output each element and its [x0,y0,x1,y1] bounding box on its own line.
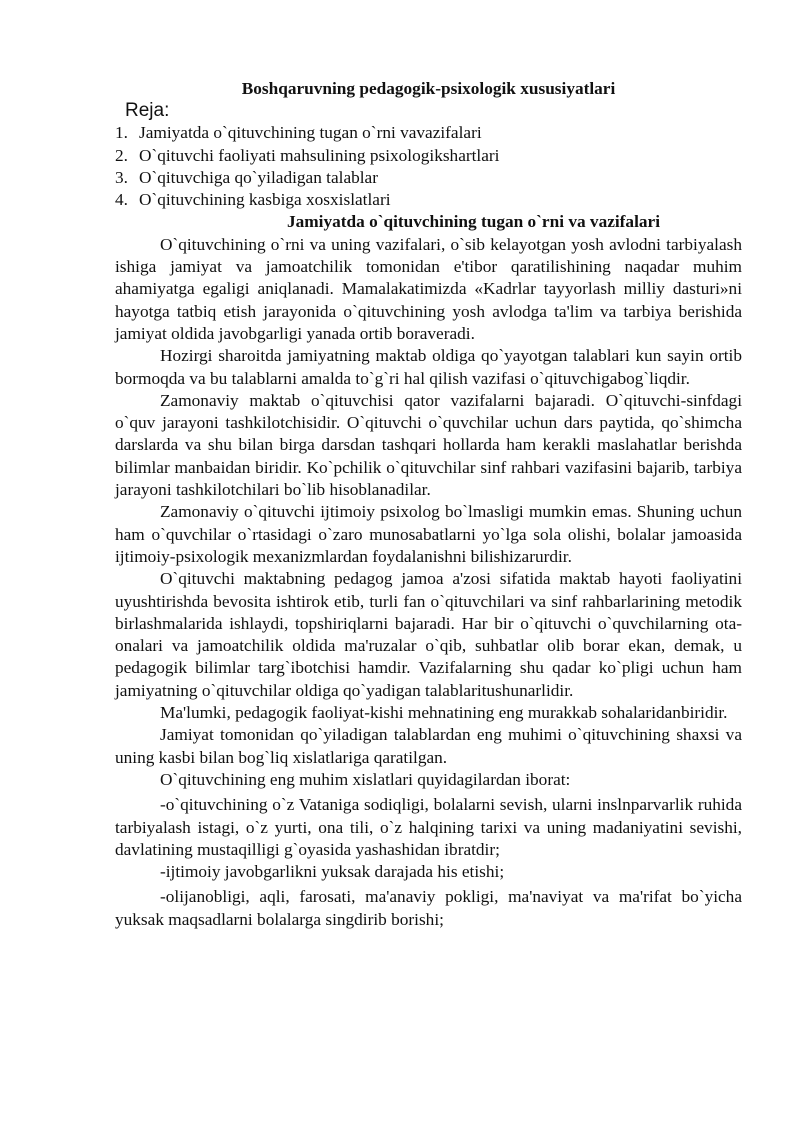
plan-item-number: 1. [115,123,128,143]
body-paragraph: Zamonaviy maktab o`qituvchisi qator vazifalarni bajaradi. O`qituvchi-sinfdagi o`quv jarayoni tashkilotchisidir. O`qituvchi o`quvchilar uchun dars paytida, qo`shimcha darslarda va shu bilan birga darsdan tashqari hollarda ham kerakli maslahatlar berishda bilimlar manbaidan biridir. Ko`pchilik o`qituvchilar sinf rahbari vazifasini bajarib, tarbiya jarayoni tashkilotchilari bo`lib hisoblanadilar. [115,390,742,500]
body-paragraph: -ijtimoiy javobgarlikni yuksak darajada his etishi; [160,862,505,882]
plan-item-number: 3. [115,167,128,187]
plan-item-number: 2. [115,145,128,165]
plan-item-number: 4. [115,190,128,210]
body-paragraph: O`qituvchining o`rni va uning vazifalari, o`sib kelayotgan yosh avlodni tarbiyalash ishiga jamiyat va jamoatchilik tomonidan e'tibor qaratilishining naqadar muhim ahamiyatga egaligi aniqlanadi. Mamalakatimizda «Kadrlar tayyorlash milliy dasturi»ni hayotga tatbiq etish jarayonida o`qituvchining yosh avlodga ta'lim va tarbiya berishida jamiyat oldida javobgarligi yanada ortib boraveradi. [115,234,742,343]
body-paragraph: Ma'lumki, pedagogik faoliyat-kishi mehnatining eng murakkab sohalaridanbiridir. [160,703,728,723]
body-paragraph: Zamonaviy o`qituvchi ijtimoiy psixolog bo`lmasligi mumkin emas. Shuning uchun ham o`quvchilar o`rtasidagi o`zaro munosabatlarni yo`lga sola olishi, bolalar jamoasida ijtimoiy-psixologik mexanizmlardan foydalanishni bilishizarurdir. [115,502,742,566]
document-title: Boshqaruvning pedagogik-psixologik xususiyatlari [241,79,616,98]
body-paragraph: O`qituvchi maktabning pedagog jamoa a'zosi sifatida maktab hayoti faoliyatini uyushtirishda bevosita ishtirok etib, turli fan o`qituvchilari va sinf rahbarlarining metodik birlashmalarida ishlaydi, topshiriqlarni bajaradi. Har bir o`qituvchi o`quvchilarning ota-onalari va jamoatchilik oldida ma'ruzalar o`qib, suhbatlar olib borar ekan, demak, u pedagogik bilimlar targ`ibotchisi hamdir. Vazifalarning shu qadar ko`pligi uchun ham jamiyatning o`qituvchilar oldiga qo`yadigan talablaritushunarlidir. [115,569,742,700]
plan-item-text: Jamiyatda o`qituvchining tugan o`rni vavazifalari [139,123,482,143]
plan-item [115,167,742,189]
body-paragraph: Jamiyat tomonidan qo`yiladigan talablardan eng muhimi o`qituvchining shaxsi va uning kasbi bilan bog`liq xislatlariga qaratilgan. [115,725,742,767]
plan-item [115,122,742,144]
plan-list [115,122,742,211]
document-page [115,78,742,931]
plan-item-text: O`qituvchining kasbiga xosxislatlari [139,190,391,210]
body-paragraph: O`qituvchining eng muhim xislatlari quyidagilardan iborat: [160,769,571,789]
plan-label: Reja: [125,100,170,122]
plan-item-text: O`qituvchiga qo`yiladigan talablar [139,167,378,187]
body-paragraph: -o`qituvchining o`z Vataniga sodiqligi, bolalarni sevish, ularni inslnparvarlik ruhida tarbiyalash istagi, o`z yurti, ona tili, o`z halqining tarixi va uning madaniyatini sevishi, davlatining mustaqilligi g`oyasida yashashidan ibratdir; [115,795,742,859]
plan-item-text: O`qituvchi faoliyati mahsulining psixologikshartlari [139,145,500,165]
body-paragraph: Hozirgi sharoitda jamiyatning maktab oldiga qo`yayotgan talablari kun sayin ortib bormoqda va bu talablarni amalda to`g`ri hal qilish vazifasi o`qituvchigabog`liqdir. [115,346,742,388]
body-paragraph: -olijanobligi, aqli, farosati, ma'anaviy pokligi, ma'naviyat va ma'rifat bo`yicha yuksak maqsadlarni bolalarga singdirib borishi; [115,887,742,929]
plan-item [115,189,742,211]
plan-item [115,145,742,167]
section-title: Jamiyatda o`qituvchining tugan o`rni va vazifalari [286,212,660,232]
